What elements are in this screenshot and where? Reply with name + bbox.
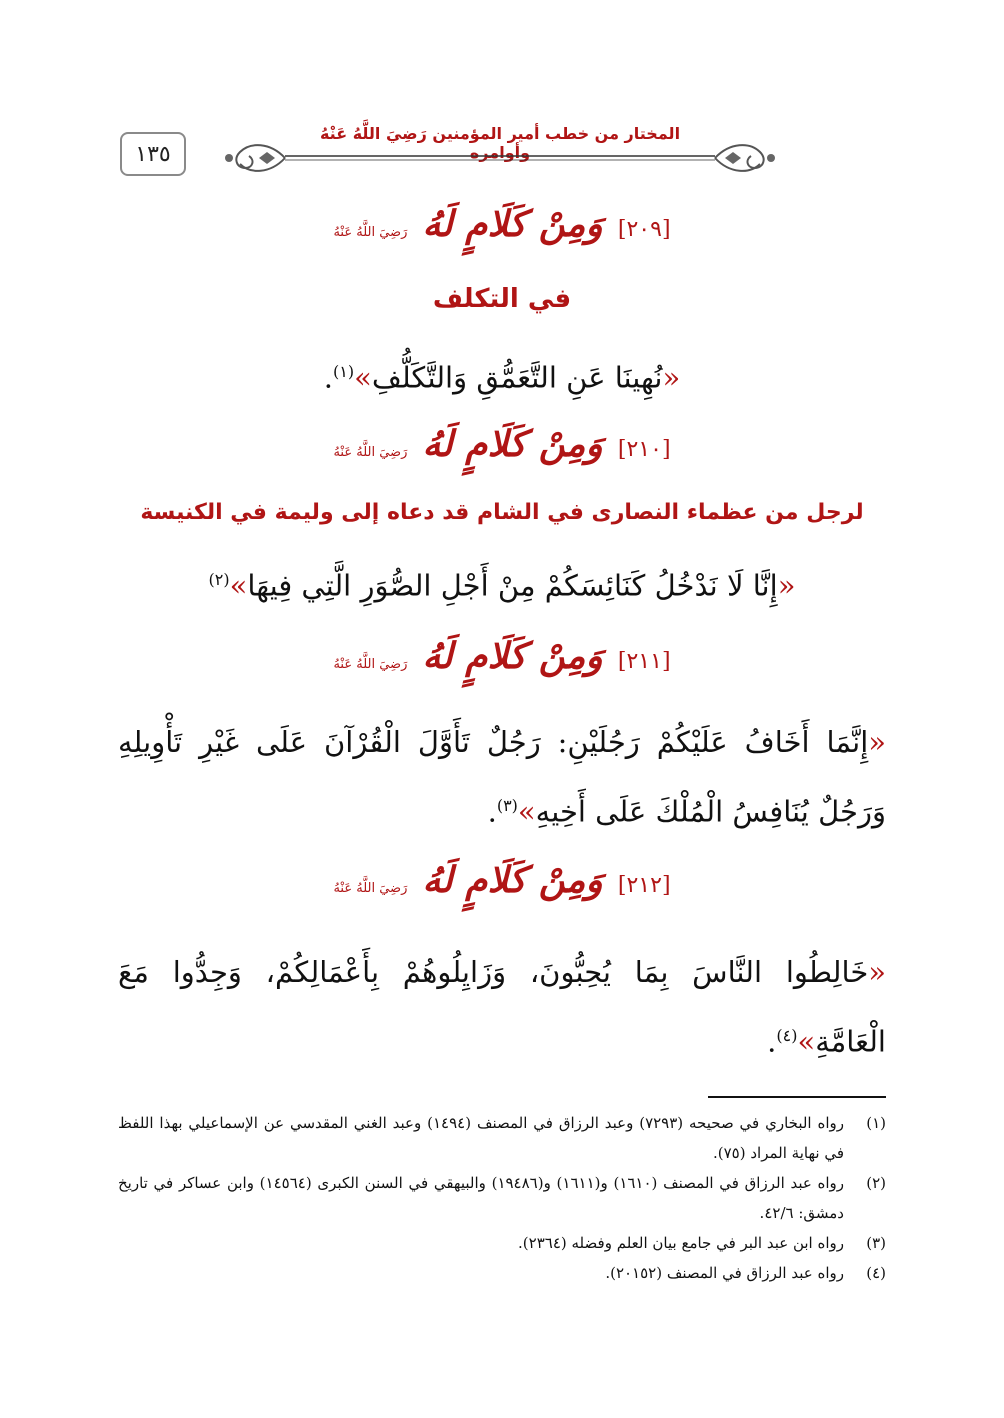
footnote-ref[interactable]: (٢) xyxy=(208,570,230,589)
footnotes xyxy=(118,1108,886,1288)
section-subtitle-210: لرجل من عظماء النصارى في الشام قد دعاه إلى وليمة في الكنيسة xyxy=(140,500,864,525)
footnote-ref[interactable]: (٣) xyxy=(496,796,518,815)
quote-open-mark: « xyxy=(662,360,681,395)
footnote-4 xyxy=(118,1258,886,1288)
footnote-2 xyxy=(118,1168,886,1228)
footnote-text: رواه عبد الرزاق في المصنف (٢٠١٥٢). xyxy=(605,1264,844,1282)
footnote-3 xyxy=(118,1228,886,1258)
quote-end: . xyxy=(487,794,497,829)
quote-text: خَالِطُوا النَّاسَ بِمَا يُحِبُّونَ، وَزَايِلُوهُمْ بِأَعْمَالِكُمْ، وَجِدُّوا مَعَ الْعَامَّةِ xyxy=(118,955,886,1059)
honorific: رَضِيَ اللَّهُ عَنْهُ xyxy=(333,657,408,672)
footnote-separator xyxy=(708,1096,886,1098)
section-title: وَمِنْ كَلَامٍ لَهُ xyxy=(422,860,603,901)
page-number-text: ١٣٥ xyxy=(135,141,171,167)
footnote-number: (٢) xyxy=(866,1174,886,1192)
quote-text: إِنَّمَا أَخَافُ عَلَيْكُمْ رَجُلَيْنِ: رَجُلٌ تَأَوَّلَ الْقُرْآنَ عَلَى غَيْرِ تَأْوِيلِهِ وَرَجُلٌ يُنَافِسُ الْمُلْكَ عَلَى أَخِيهِ xyxy=(118,725,886,829)
quote-text: إِنَّا لَا نَدْخُلُ كَنَائِسَكُمْ مِنْ أَجْلِ الصُّوَرِ الَّتِي فِيهَا xyxy=(247,568,778,603)
honorific: رَضِيَ اللَّهُ عَنْهُ xyxy=(333,445,408,460)
quote-text: نُهِينَا عَنِ التَّعَمُّقِ وَالتَّكَلُّفِ xyxy=(371,360,663,395)
quote-open-mark: « xyxy=(777,568,796,603)
footnote-1 xyxy=(118,1108,886,1168)
section-heading-209 xyxy=(0,204,1004,245)
honorific: رَضِيَ اللَّهُ عَنْهُ xyxy=(333,881,408,896)
footnote-ref[interactable]: (٤) xyxy=(776,1026,798,1045)
section-number: [٢٠٩] xyxy=(617,217,671,242)
footnote-number: (١) xyxy=(866,1114,886,1132)
quote-210 xyxy=(118,548,886,618)
section-title: وَمِنْ كَلَامٍ لَهُ xyxy=(422,636,603,677)
section-heading-210 xyxy=(0,424,1004,465)
quote-212 xyxy=(118,940,886,1074)
section-number: [٢١٠] xyxy=(617,437,671,462)
footnote-number: (٤) xyxy=(866,1264,886,1282)
quote-open-mark: « xyxy=(868,725,886,759)
quote-end: . xyxy=(323,360,333,395)
quote-209 xyxy=(118,340,886,410)
running-header-title: المختار من خطب أمير المؤمنين رَضِيَ اللَّهُ عَنْهُ وأوامره xyxy=(319,124,681,162)
footnote-number: (٣) xyxy=(866,1234,886,1252)
quote-open-mark: « xyxy=(868,955,886,989)
honorific: رَضِيَ اللَّهُ عَنْهُ xyxy=(333,225,408,240)
footnote-ref[interactable]: (١) xyxy=(332,362,355,381)
section-heading-211 xyxy=(0,636,1004,677)
section-subtitle-209: في التكلف xyxy=(432,284,572,314)
footnote-text: رواه عبد الرزاق في المصنف (١٦١٠) و(١٦١١) و(١٩٤٨٦) والبيهقي في السنن الكبرى (١٤٥٦٤) وابن عساكر في تاريخ دمشق: ٤٢/٦. xyxy=(118,1174,845,1222)
quote-close-mark: » xyxy=(229,568,248,603)
quote-close-mark: » xyxy=(354,360,372,395)
footnote-text: رواه ابن عبد البر في جامع بيان العلم وفضله (٢٣٦٤). xyxy=(518,1234,844,1252)
footnote-text: رواه البخاري في صحيحه (٧٢٩٣) وعبد الرزاق في المصنف (١٤٩٤) وعبد الغني المقدسي عن الإسماعيلي بهذا اللفظ في نهاية المراد (٧٥). xyxy=(118,1114,844,1162)
section-number: [٢١١] xyxy=(617,649,671,674)
section-heading-212 xyxy=(0,860,1004,901)
header-ornament xyxy=(215,134,785,180)
page-number xyxy=(120,132,186,176)
quote-211 xyxy=(118,710,886,844)
section-title: وَمِنْ كَلَامٍ لَهُ xyxy=(422,204,603,245)
section-title: وَمِنْ كَلَامٍ لَهُ xyxy=(422,424,603,465)
section-number: [٢١٢] xyxy=(617,873,671,898)
quote-close-mark: » xyxy=(517,794,536,829)
quote-close-mark: » xyxy=(797,1024,816,1059)
quote-end: . xyxy=(767,1024,777,1059)
